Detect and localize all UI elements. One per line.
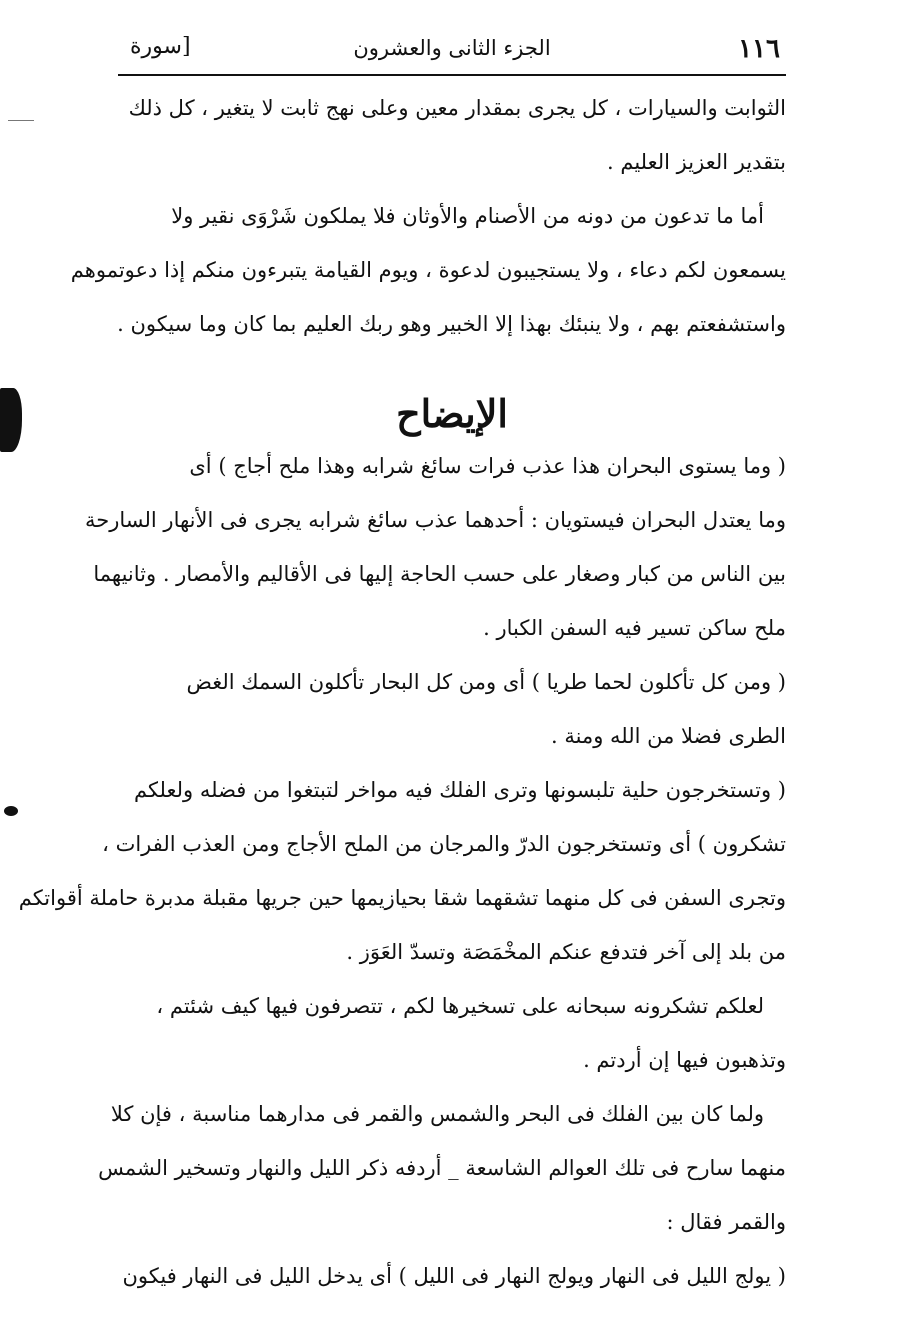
surah-label: [سورة (130, 34, 191, 59)
text-line: ( وتستخرجون حلية تلبسونها وترى الفلك فيه مواخر لتبتغوا من فضله ولعلكم (133, 778, 786, 802)
header-rule (118, 74, 786, 76)
section-heading: الإيضاح (396, 391, 508, 436)
text-line: من بلد إلى آخر فتدفع عنكم المخْمَصَة وتسدّ العَوَز . (346, 940, 786, 964)
text-line: لعلكم تشكرونه سبحانه على تسخيرها لكم ، تتصرفون فيها كيف شئتم ، (156, 994, 764, 1018)
text-line: ملح ساكن تسير فيه السفن الكبار . (483, 616, 786, 640)
text-line: ( ومن كل تأكلون لحما طريا ) أى ومن كل البحار تأكلون السمك الغض (186, 670, 786, 694)
text-line: ( وما يستوى البحران هذا عذب فرات سائغ شرابه وهذا ملح أجاج ) أى (189, 454, 786, 478)
text-line: بتقدير العزيز العليم . (607, 150, 786, 174)
page-body (18, 96, 786, 1318)
page-number: ١١٦ (738, 34, 780, 64)
text-line: وتذهبون فيها إن أردتم . (583, 1048, 786, 1072)
text-line: تشكرون ) أى وتستخرجون الدرّ والمرجان من الملح الأجاج ومن العذب الفرات ، (102, 832, 786, 856)
running-title: الجزء الثانى والعشرون (353, 36, 551, 60)
text-line: والقمر فقال : (666, 1210, 786, 1234)
text-line: ( يولج الليل فى النهار ويولج النهار فى الليل ) أى يدخل الليل فى النهار فيكون (122, 1264, 786, 1288)
text-line: الطرى فضلا من الله ومنة . (551, 724, 786, 748)
text-line: بين الناس من كبار وصغار على حسب الحاجة إليها فى الأقاليم والأمصار . وثانيهما (93, 562, 786, 586)
scan-ink-blot (0, 388, 22, 452)
margin-tick-mark (8, 120, 34, 121)
text-line: ولما كان بين الفلك فى البحر والشمس والقمر فى مدارهما مناسبة ، فإن كلا (110, 1102, 764, 1126)
text-line: وما يعتدل البحران فيستويان : أحدهما عذب سائغ شرابه يجرى فى الأنهار السارحة (85, 508, 786, 532)
text-line: منهما سارح فى تلك العوالم الشاسعة _ أردفه ذكر الليل والنهار وتسخير الشمس (98, 1156, 786, 1180)
text-line: واستشفعتم بهم ، ولا ينبئك بهذا إلا الخبير وهو ربك العليم بما كان وما سيكون . (117, 312, 786, 336)
scan-ink-dot (4, 806, 18, 816)
text-line: وتجرى السفن فى كل منهما تشقهما شقا بحيازيمها حين جريها مقبلة مدبرة حاملة أقواتكم (18, 886, 786, 910)
page-header (118, 30, 786, 76)
text-line: يسمعون لكم دعاء ، ولا يستجيبون لدعوة ، ويوم القيامة يتبرءون منكم إذا دعوتموهم (70, 258, 786, 282)
text-line: أما ما تدعون من دونه من الأصنام والأوثان فلا يملكون شَرْوَى نقير ولا (171, 204, 764, 228)
text-line: الثوابت والسيارات ، كل يجرى بمقدار معين وعلى نهج ثابت لا يتغير ، كل ذلك (128, 96, 786, 120)
